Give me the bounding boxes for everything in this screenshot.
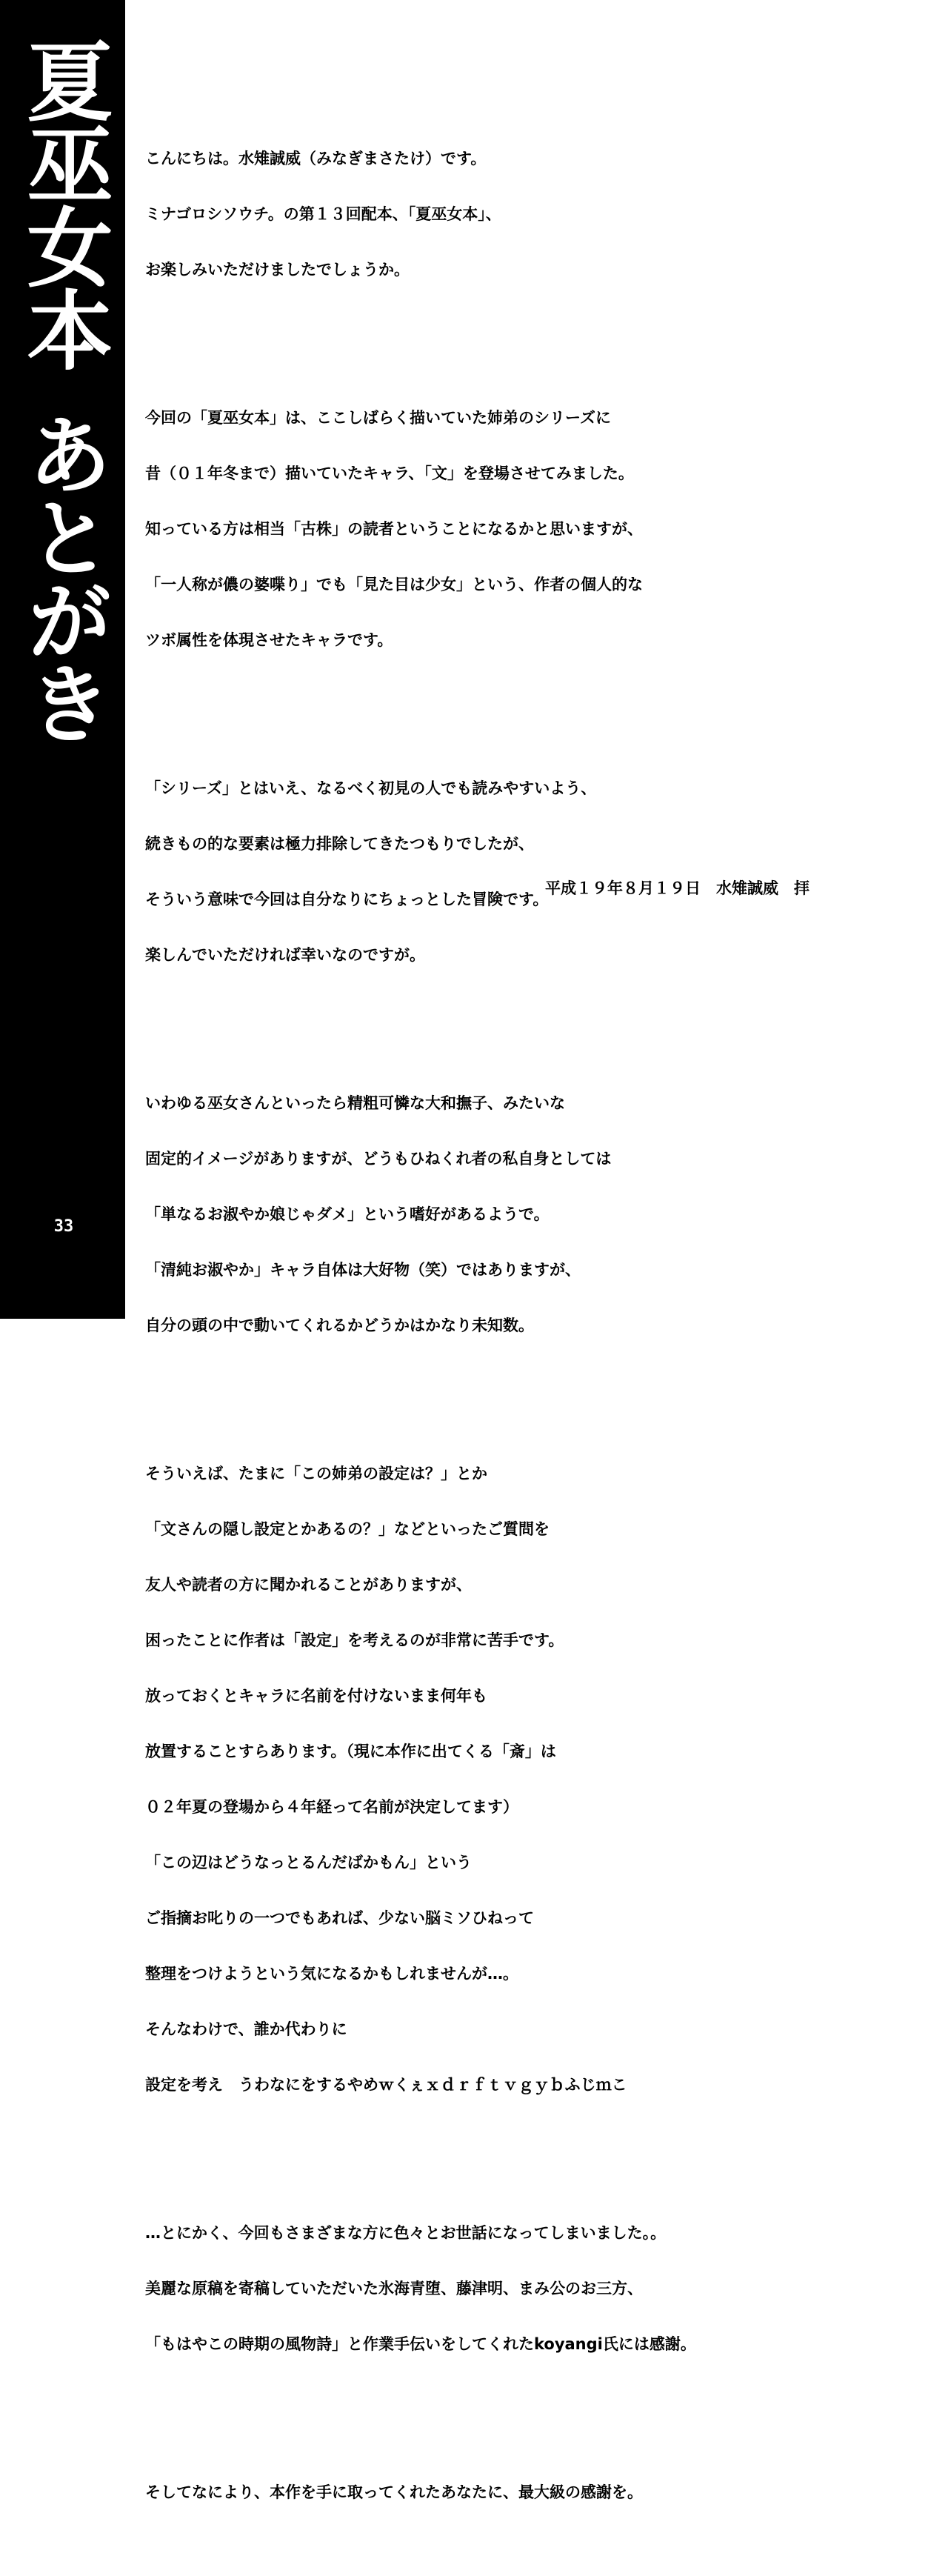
text-line: …とにかく、今回もさまざまな方に色々とお世話になってしまいました。。 xyxy=(145,2224,667,2242)
text-line: ミナゴロシソウチ。の第１３回配本、「夏巫女本」、 xyxy=(145,205,501,223)
paragraph-6 xyxy=(145,2187,930,2391)
vertical-title xyxy=(0,37,125,742)
text-line: ０２年夏の登場から４年経って名前が決定してます） xyxy=(145,1798,518,1816)
text-line: ご指摘お叱りの一つでもあれば、少ない脳ミソひねって xyxy=(145,1909,534,1927)
text-line: ツボ属性を体現させたキャラです。 xyxy=(145,631,393,649)
text-line: 友人や読者の方に聞かれることがありますが、 xyxy=(145,1576,472,1594)
text-line: 楽しんでいただければ幸いなのですが。 xyxy=(145,946,425,964)
text-line: 昔（０１年冬まで）描いていたキャラ、「文」を登場させてみました。 xyxy=(145,465,634,482)
title-sub: あとがき xyxy=(13,410,113,742)
text-line: 「シリーズ」とはいえ、なるべく初見の人でも読みやすいよう、 xyxy=(145,779,597,797)
text-line: 「文さんの隠し設定とかあるの？」などといったご質問を xyxy=(145,1520,550,1538)
text-line: いわゆる巫女さんといったら精粗可憐な大和撫子、みたいな xyxy=(145,1094,565,1112)
text-line: 続きもの的な要素は極力排除してきたつもりでしたが、 xyxy=(145,835,534,853)
text-line: 自分の頭の中で動いてくれるかどうかはかなり未知数。 xyxy=(145,1317,534,1334)
text-line: 「この辺はどうなっとるんだばかもん」という xyxy=(145,1854,472,1871)
text-line: 「一人称が儂の婆喋り」でも「見た目は少女」という、作者の個人的な xyxy=(145,576,643,593)
text-line: そしてなにより、本作を手に取ってくれたあなたに、最大級の感謝を。 xyxy=(145,2483,643,2501)
page-number: 33 xyxy=(53,1217,74,1236)
title-sidebar xyxy=(0,0,125,1319)
afterword-body xyxy=(145,76,930,2576)
text-line: 困ったことに作者は「設定」を考えるのが非常に苦手です。 xyxy=(145,1631,564,1649)
paragraph-1 xyxy=(145,113,930,316)
paragraph-4 xyxy=(145,1057,930,1372)
paragraph-2 xyxy=(145,372,930,687)
text-line: 美麗な原稿を寄稿していただいた氷海青堕、藤津明、まみ公のお三方、 xyxy=(145,2280,643,2297)
title-main: 夏巫女本 xyxy=(13,37,113,369)
text-line: 放っておくとキャラに名前を付けないまま何年も xyxy=(145,1687,487,1705)
text-line: そういう意味で今回は自分なりにちょっとした冒険です。 xyxy=(145,891,549,908)
text-line: 整理をつけようという気になるかもしれませんが…。 xyxy=(145,1965,518,1983)
text-line: そういえば、たまに「この姉弟の設定は？」とか xyxy=(145,1465,487,1482)
text-line: 「もはやこの時期の風物詩」と作業手伝いをしてくれたkoyangi氏には感謝。 xyxy=(145,2335,696,2353)
text-line: 固定的イメージがありますが、どうもひねくれ者の私自身としては xyxy=(145,1150,612,1168)
text-line: お楽しみいただけましたでしょうか。 xyxy=(145,261,410,279)
text-line: そんなわけで、誰か代わりに xyxy=(145,2020,347,2038)
text-line: 設定を考え うわなにをするやめｗくぇｘｄｒｆｔｖｇｙｂふじｍこ xyxy=(145,2076,627,2094)
paragraph-7 xyxy=(145,2446,930,2539)
signature-line: 平成１９年８月１９日 水雉誠威 拝 xyxy=(545,879,810,897)
text-line: 「清純お淑やか」キャラ自体は大好物（笑）ではありますが、 xyxy=(145,1261,581,1279)
text-line: こんにちは。水雉誠威（みなぎまさたけ）です。 xyxy=(145,150,487,167)
text-line: 「単なるお淑やか娘じゃダメ」という嗜好があるようで。 xyxy=(145,1205,550,1223)
text-line: 知っている方は相当「古株」の読者ということになるかと思いますが、 xyxy=(145,520,643,538)
text-line: 放置することすらあります。（現に本作に出てくる「斎」は xyxy=(145,1743,556,1760)
text-line: 今回の「夏巫女本」は、ここしばらく描いていた姉弟のシリーズに xyxy=(145,409,611,427)
paragraph-3 xyxy=(145,742,930,1002)
paragraph-5 xyxy=(145,1428,930,2131)
